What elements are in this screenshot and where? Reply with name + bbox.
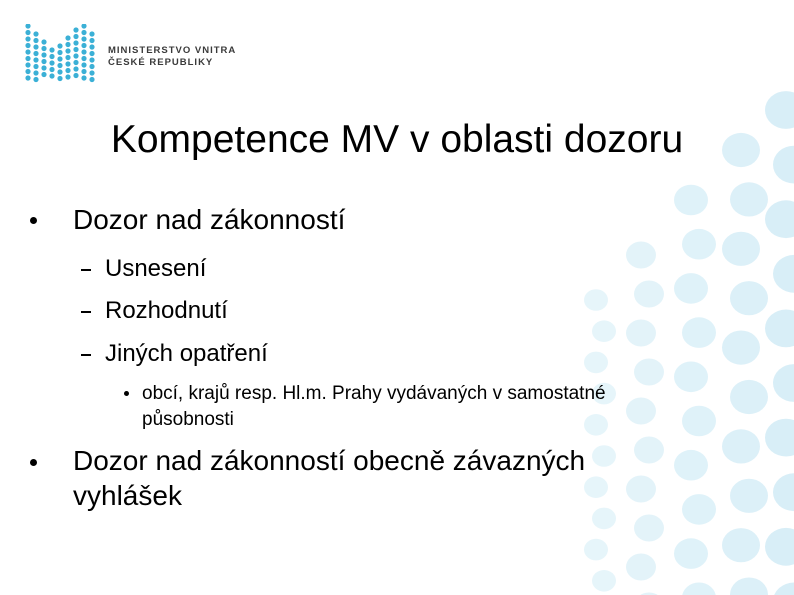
- subitem-jinych-opatreni: Jiných opatření: [105, 340, 268, 367]
- dash-bullet: [81, 354, 91, 356]
- subitem-rozhodnuti: Rozhodnutí: [105, 297, 228, 324]
- slide-title: Kompetence MV v oblasti dozoru: [110, 118, 684, 161]
- bullet-2-text-line-1: Dozor nad zákonností obecně závazných: [73, 445, 586, 476]
- logo-line-1: MINISTERSTVO VNITRA: [108, 45, 237, 56]
- bullet-dot: [30, 459, 37, 466]
- dash-bullet: [81, 269, 91, 271]
- dash-bullet: [81, 311, 91, 313]
- note-line-2: působnosti: [142, 409, 234, 430]
- logo-line-2: ČESKÉ REPUBLIKY: [108, 57, 214, 68]
- subitem-usneseni: Usnesení: [105, 255, 207, 282]
- bullet-2-text-line-2: vyhlášek: [73, 480, 182, 511]
- note-line-1: obcí, krajů resp. Hl.m. Prahy vydávaných v samostatné: [142, 383, 606, 404]
- bullet-1-text: Dozor nad zákonností: [73, 204, 346, 235]
- bullet-dot: [124, 391, 129, 396]
- bullet-dot: [30, 217, 37, 224]
